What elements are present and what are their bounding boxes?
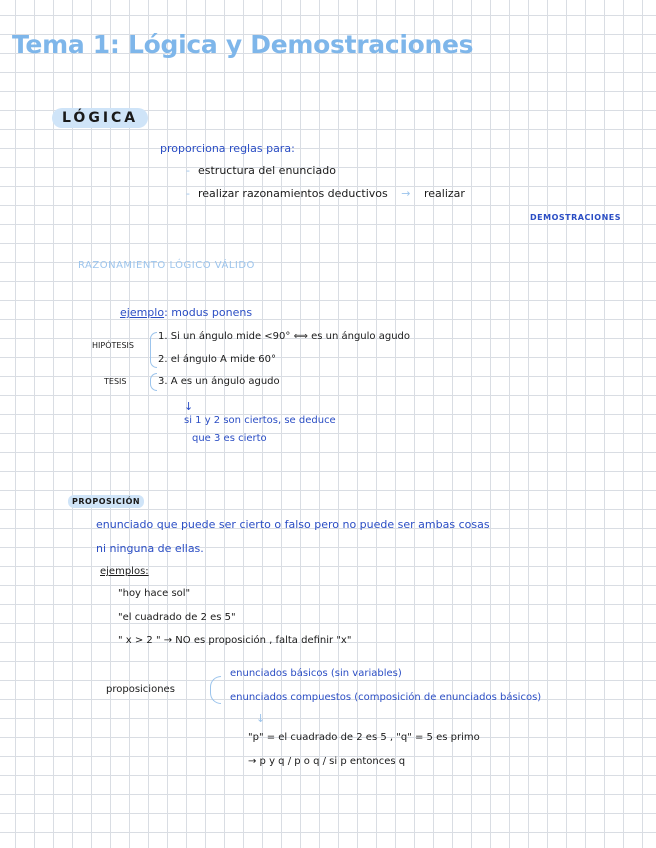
example-2: "el cuadrado de 2 es 5" [118,612,236,623]
type-basic: enunciados básicos (sin variables) [230,668,402,679]
premise-2: 2. el ángulo A mide 60° [158,354,276,365]
logica-heading [52,110,148,126]
dash-icon: - [186,187,190,200]
example-name: : modus ponens [164,306,253,319]
logica-item-2 [186,187,465,200]
right-arrow-icon: → [401,187,411,200]
conclusion-line-2: que 3 es cierto [192,433,267,444]
down-arrow-icon: ↓ [184,400,194,413]
thesis-3: 3. A es un ángulo agudo [158,376,280,387]
definition-line-2: ni ninguna de ellas. [96,542,204,555]
type-compound: enunciados compuestos (composición de enunciados básicos) [230,692,542,703]
compound-operators: → p y q / p o q / si p entonces q [248,756,406,767]
razonamiento-heading: RAZONAMIENTO LÓGICO VÁLIDO [78,260,255,271]
conclusion-line-1: si 1 y 2 son ciertos, se deduce [184,415,336,426]
proposicion-heading-highlight: PROPOSICIÓN [68,495,144,508]
dash-icon: - [186,164,190,177]
logica-arrow-target: realizar [424,187,465,200]
premise-1: 1. Si un ángulo mide <90° ⟺ es un ángulo agudo [158,331,411,342]
page-title: Tema 1: Lógica y Demostraciones [12,30,474,59]
down-arrow-icon: ↓ [256,712,266,725]
tesis-label: TESIS [104,377,127,386]
brace-icon [150,373,157,391]
example-3: " x > 2 " → NO es proposición , falta definir "x" [118,635,352,646]
logica-item-text: estructura del enunciado [197,164,336,177]
examples-label: ejemplos: [100,566,149,577]
brace-icon [210,676,221,704]
logica-intro: proporciona reglas para: [160,142,295,155]
example-label: ejemplo [120,306,165,319]
definition-line-1: enunciado que puede ser cierto o falso pero no puede ser ambas cosas [96,518,490,531]
hipotesis-label: HIPÓTESIS [92,341,134,350]
brace-icon [150,332,157,368]
demostraciones-label: DEMOSTRACIONES [530,213,622,222]
logica-item-1 [186,164,336,177]
proposiciones-label: proposiciones [106,684,175,695]
proposicion-heading [68,497,144,506]
compound-example: "p" = el cuadrado de 2 es 5 , "q" = 5 es primo [248,732,480,743]
example-line [120,306,252,319]
logica-item-text: realizar razonamientos deductivos [197,187,388,200]
logica-heading-highlight: LÓGICA [52,108,148,128]
example-1: "hoy hace sol" [118,588,191,599]
